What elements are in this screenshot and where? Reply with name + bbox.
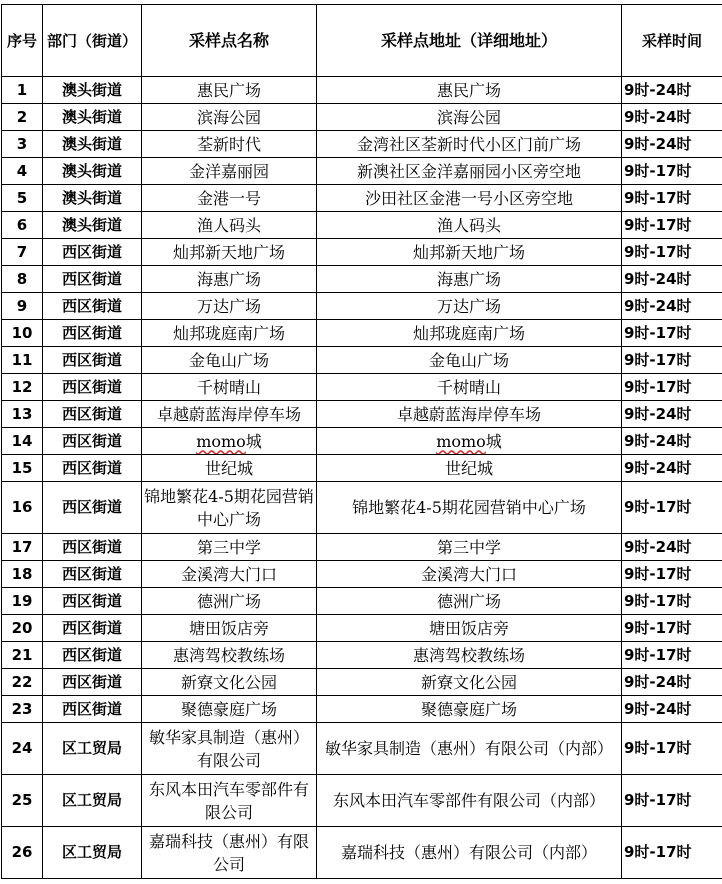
row-sampling-time: 9时-24时 xyxy=(622,131,722,158)
row-site-name: 灿邦新天地广场 xyxy=(142,239,317,266)
table-row xyxy=(2,775,722,827)
row-site-name: 东风本田汽车零部件有限公司 xyxy=(142,775,317,827)
row-number: 19 xyxy=(2,588,43,615)
table-row xyxy=(2,723,722,775)
row-sampling-time: 9时-17时 xyxy=(622,482,722,534)
row-site-name: 金溪湾大门口 xyxy=(142,561,317,588)
row-site-name: 惠民广场 xyxy=(142,77,317,104)
row-site-address: 金溪湾大门口 xyxy=(317,561,622,588)
row-site-address: 塘田饭店旁 xyxy=(317,615,622,642)
table-row xyxy=(2,428,722,455)
row-department: 西区街道 xyxy=(43,428,142,455)
row-site-address: 新澳社区金洋嘉丽园小区旁空地 xyxy=(317,158,622,185)
row-number: 15 xyxy=(2,455,43,482)
table-row xyxy=(2,588,722,615)
row-number: 8 xyxy=(2,266,43,293)
row-number: 6 xyxy=(2,212,43,239)
row-site-name: 金港一号 xyxy=(142,185,317,212)
row-site-address: 聚德豪庭广场 xyxy=(317,696,622,723)
row-department: 西区街道 xyxy=(43,482,142,534)
row-number: 16 xyxy=(2,482,43,534)
row-number: 12 xyxy=(2,374,43,401)
row-number: 24 xyxy=(2,723,43,775)
table-row xyxy=(2,131,722,158)
row-site-address: 东风本田汽车零部件有限公司（内部） xyxy=(317,775,622,827)
spellcheck-mark: momo xyxy=(196,432,246,451)
row-site-name: 灿邦珑庭南广场 xyxy=(142,320,317,347)
table-row xyxy=(2,347,722,374)
row-department: 西区街道 xyxy=(43,615,142,642)
row-site-address: 金湾社区荃新时代小区门前广场 xyxy=(317,131,622,158)
row-number: 11 xyxy=(2,347,43,374)
row-number: 25 xyxy=(2,775,43,827)
row-department: 西区街道 xyxy=(43,293,142,320)
row-number: 3 xyxy=(2,131,43,158)
row-sampling-time: 9时-24时 xyxy=(622,696,722,723)
table-row xyxy=(2,320,722,347)
header-no: 序号 xyxy=(2,5,43,77)
row-department: 区工贸局 xyxy=(43,775,142,827)
row-site-name: 第三中学 xyxy=(142,534,317,561)
row-sampling-time: 9时-17时 xyxy=(622,775,722,827)
header-department: 部门（街道） xyxy=(43,5,142,77)
row-site-name: 万达广场 xyxy=(142,293,317,320)
table-header-row xyxy=(2,5,722,77)
table-row xyxy=(2,104,722,131)
sampling-sites-table xyxy=(1,4,722,879)
row-site-name: 金龟山广场 xyxy=(142,347,317,374)
row-site-address: 惠民广场 xyxy=(317,77,622,104)
table-row xyxy=(2,669,722,696)
row-sampling-time: 9时-24时 xyxy=(622,104,722,131)
row-department: 西区街道 xyxy=(43,642,142,669)
row-number: 17 xyxy=(2,534,43,561)
row-sampling-time: 9时-17时 xyxy=(622,374,722,401)
row-site-address: 海惠广场 xyxy=(317,266,622,293)
row-department: 西区街道 xyxy=(43,534,142,561)
row-department: 西区街道 xyxy=(43,374,142,401)
row-department: 澳头街道 xyxy=(43,131,142,158)
row-site-name: 金洋嘉丽园 xyxy=(142,158,317,185)
row-number: 4 xyxy=(2,158,43,185)
row-department: 澳头街道 xyxy=(43,77,142,104)
row-sampling-time: 9时-24时 xyxy=(622,401,722,428)
row-sampling-time: 9时-17时 xyxy=(622,642,722,669)
row-site-name: 嘉瑞科技（惠州）有限公司 xyxy=(142,827,317,879)
row-sampling-time: 9时-24时 xyxy=(622,77,722,104)
row-department: 西区街道 xyxy=(43,455,142,482)
row-number: 21 xyxy=(2,642,43,669)
row-number: 22 xyxy=(2,669,43,696)
row-number: 1 xyxy=(2,77,43,104)
row-number: 26 xyxy=(2,827,43,879)
header-sampling-time: 采样时间 xyxy=(622,5,722,77)
row-site-address: 卓越蔚蓝海岸停车场 xyxy=(317,401,622,428)
row-site-name: 荃新时代 xyxy=(142,131,317,158)
row-site-address: 锦地繁花4-5期花园营销中心广场 xyxy=(317,482,622,534)
row-sampling-time: 9时-24时 xyxy=(622,428,722,455)
row-site-name: 千树晴山 xyxy=(142,374,317,401)
row-site-name: 海惠广场 xyxy=(142,266,317,293)
row-sampling-time: 9时-24时 xyxy=(622,669,722,696)
row-department: 西区街道 xyxy=(43,696,142,723)
row-sampling-time: 9时-17时 xyxy=(622,185,722,212)
table-row xyxy=(2,77,722,104)
row-number: 9 xyxy=(2,293,43,320)
table-row xyxy=(2,827,722,879)
row-sampling-time: 9时-24时 xyxy=(622,266,722,293)
row-department: 西区街道 xyxy=(43,401,142,428)
table-row xyxy=(2,615,722,642)
row-number: 10 xyxy=(2,320,43,347)
row-site-address: 新寮文化公园 xyxy=(317,669,622,696)
row-department: 西区街道 xyxy=(43,347,142,374)
row-department: 西区街道 xyxy=(43,561,142,588)
row-number: 5 xyxy=(2,185,43,212)
row-number: 13 xyxy=(2,401,43,428)
table-row xyxy=(2,455,722,482)
table-row xyxy=(2,482,722,534)
row-department: 区工贸局 xyxy=(43,827,142,879)
row-department: 区工贸局 xyxy=(43,723,142,775)
row-site-address: 滨海公园 xyxy=(317,104,622,131)
row-site-address: 德洲广场 xyxy=(317,588,622,615)
row-sampling-time: 9时-17时 xyxy=(622,561,722,588)
row-department: 澳头街道 xyxy=(43,104,142,131)
row-site-name: 卓越蔚蓝海岸停车场 xyxy=(142,401,317,428)
row-site-name: 敏华家具制造（惠州）有限公司 xyxy=(142,723,317,775)
row-site-name: momo城 xyxy=(142,428,317,455)
row-sampling-time: 9时-17时 xyxy=(622,347,722,374)
row-site-name: 惠湾驾校教练场 xyxy=(142,642,317,669)
row-sampling-time: 9时-24时 xyxy=(622,293,722,320)
row-sampling-time: 9时-24时 xyxy=(622,455,722,482)
row-site-name: 渔人码头 xyxy=(142,212,317,239)
table-row xyxy=(2,266,722,293)
table-row xyxy=(2,642,722,669)
row-number: 20 xyxy=(2,615,43,642)
row-site-address: 嘉瑞科技（惠州）有限公司（内部） xyxy=(317,827,622,879)
header-site-name: 采样点名称 xyxy=(142,5,317,77)
row-site-name: 聚德豪庭广场 xyxy=(142,696,317,723)
row-sampling-time: 9时-17时 xyxy=(622,158,722,185)
row-department: 澳头街道 xyxy=(43,212,142,239)
row-department: 西区街道 xyxy=(43,588,142,615)
row-site-address: momo城 xyxy=(317,428,622,455)
row-site-address: 世纪城 xyxy=(317,455,622,482)
row-number: 18 xyxy=(2,561,43,588)
row-site-address: 沙田社区金港一号小区旁空地 xyxy=(317,185,622,212)
row-sampling-time: 9时-17时 xyxy=(622,723,722,775)
row-department: 西区街道 xyxy=(43,320,142,347)
row-site-address: 第三中学 xyxy=(317,534,622,561)
row-site-address: 灿邦新天地广场 xyxy=(317,239,622,266)
row-site-name: 新寮文化公园 xyxy=(142,669,317,696)
table-row xyxy=(2,374,722,401)
row-site-address: 万达广场 xyxy=(317,293,622,320)
row-department: 澳头街道 xyxy=(43,185,142,212)
row-sampling-time: 9时-17时 xyxy=(622,212,722,239)
row-department: 澳头街道 xyxy=(43,158,142,185)
row-sampling-time: 9时-17时 xyxy=(622,588,722,615)
row-site-name: 锦地繁花4-5期花园营销中心广场 xyxy=(142,482,317,534)
spellcheck-mark: momo xyxy=(436,432,486,451)
row-department: 西区街道 xyxy=(43,239,142,266)
row-number: 23 xyxy=(2,696,43,723)
row-number: 7 xyxy=(2,239,43,266)
row-site-address: 金龟山广场 xyxy=(317,347,622,374)
row-department: 西区街道 xyxy=(43,266,142,293)
row-sampling-time: 9时-24时 xyxy=(622,534,722,561)
row-sampling-time: 9时-17时 xyxy=(622,615,722,642)
row-site-name: 塘田饭店旁 xyxy=(142,615,317,642)
table-row xyxy=(2,212,722,239)
row-site-address: 惠湾驾校教练场 xyxy=(317,642,622,669)
row-site-name: 滨海公园 xyxy=(142,104,317,131)
row-site-address: 千树晴山 xyxy=(317,374,622,401)
table-row xyxy=(2,239,722,266)
table-row xyxy=(2,561,722,588)
table-row xyxy=(2,401,722,428)
row-department: 西区街道 xyxy=(43,669,142,696)
table-row xyxy=(2,158,722,185)
header-site-address: 采样点地址（详细地址） xyxy=(317,5,622,77)
row-site-name: 世纪城 xyxy=(142,455,317,482)
row-sampling-time: 9时-17时 xyxy=(622,239,722,266)
table-row xyxy=(2,534,722,561)
row-sampling-time: 9时-17时 xyxy=(622,827,722,879)
row-site-address: 敏华家具制造（惠州）有限公司（内部） xyxy=(317,723,622,775)
row-site-address: 灿邦珑庭南广场 xyxy=(317,320,622,347)
table-row xyxy=(2,696,722,723)
row-site-address: 渔人码头 xyxy=(317,212,622,239)
table-row xyxy=(2,185,722,212)
row-sampling-time: 9时-17时 xyxy=(622,320,722,347)
row-number: 14 xyxy=(2,428,43,455)
row-site-name: 德洲广场 xyxy=(142,588,317,615)
row-number: 2 xyxy=(2,104,43,131)
table-row xyxy=(2,293,722,320)
